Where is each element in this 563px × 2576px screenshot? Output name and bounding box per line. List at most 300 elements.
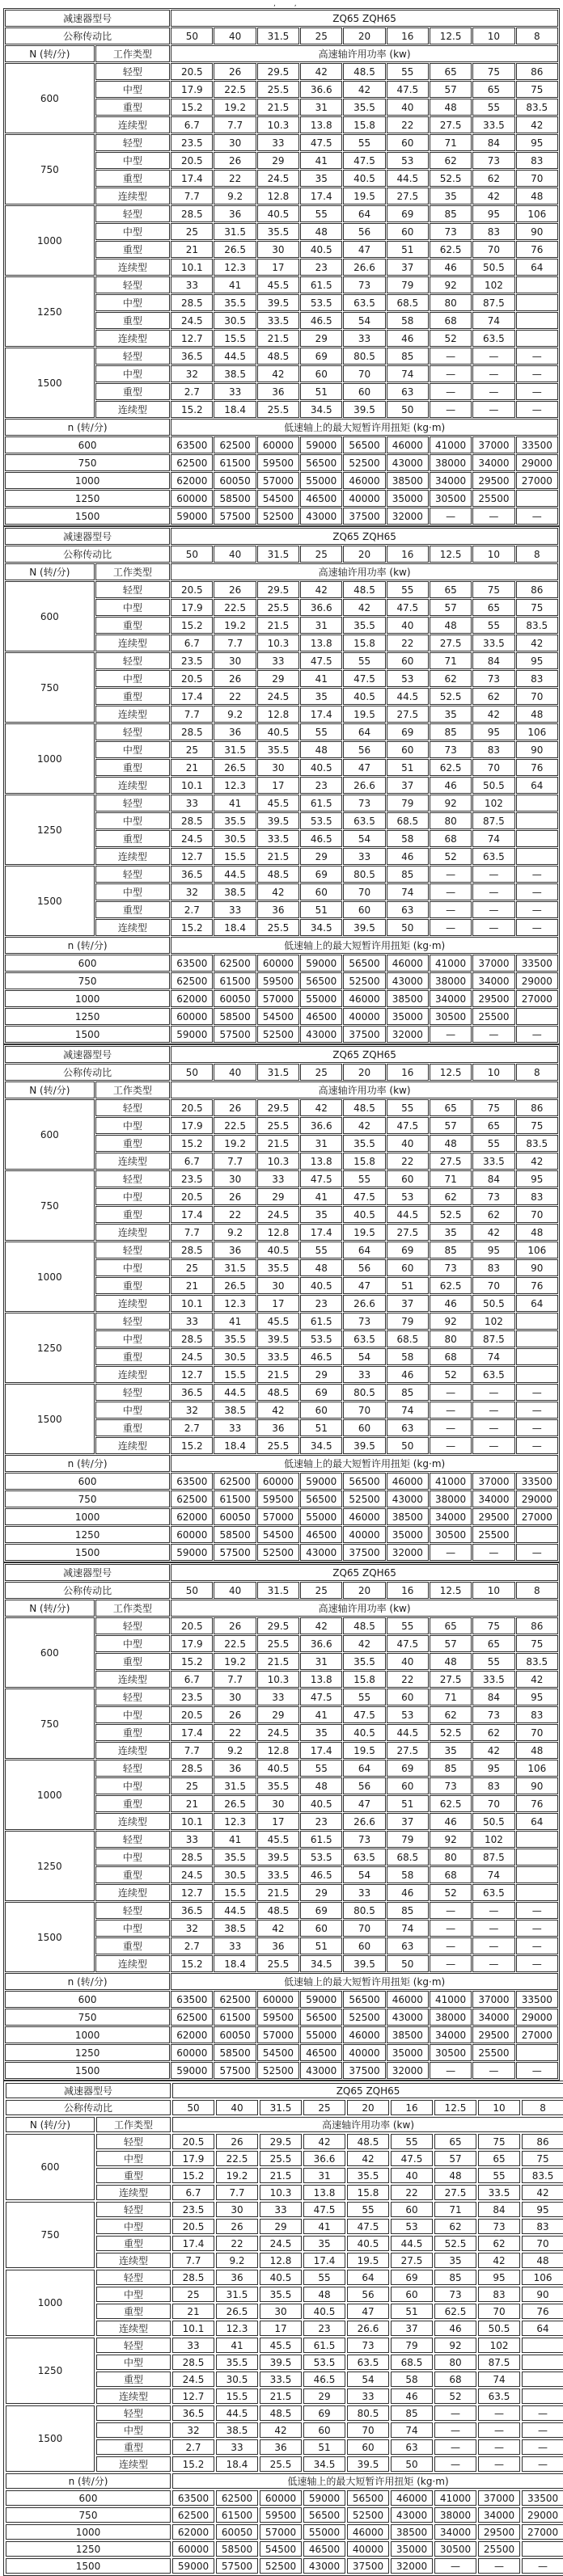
torque-value-cell-1000-5: 38500	[387, 2026, 429, 2043]
power-value-cell-600-2-1: 19.2	[214, 1653, 256, 1670]
torque-value-cell-600-0: 63500	[171, 955, 213, 972]
worktype-header-cell: 工作类型	[95, 1081, 171, 1098]
power-value-cell-600-2-5: 40	[387, 99, 429, 116]
power-value-cell-1000-1-6: 73	[430, 223, 472, 240]
torque-value-cell-1500-8: —	[516, 1544, 558, 1561]
power-value-cell-1250-2-3: 46.5	[300, 1866, 342, 1883]
power-value-cell-1500-2-2: 36	[257, 1937, 299, 1954]
power-value-cell-600-0-7: 75	[472, 63, 514, 80]
power-value-cell-600-2-2: 21.5	[257, 617, 299, 634]
worktype-cell: 连续型	[96, 2253, 171, 2268]
speed-cell-1000: 1000	[5, 723, 95, 794]
power-value-cell-1000-1-1: 31.5	[214, 1777, 256, 1794]
power-value-cell-600-2-6: 48	[430, 1135, 472, 1152]
ratio-value-cell-8: 8	[522, 2100, 563, 2115]
power-value-cell-1250-1-4: 63.5	[343, 1330, 385, 1347]
power-value-cell-600-0-3: 42	[300, 1617, 342, 1634]
worktype-cell: 连续型	[96, 2321, 171, 2336]
power-value-cell-600-0-8: 86	[516, 1099, 558, 1116]
power-value-cell-1500-0-2: 48.5	[257, 348, 299, 365]
power-value-cell-750-3-3: 17.4	[300, 1742, 342, 1759]
power-value-cell-1500-2-3: 51	[300, 1419, 342, 1436]
power-value-cell-1250-0-8	[516, 1831, 558, 1848]
torque-speed-cell-1500: 1500	[5, 508, 170, 525]
power-value-cell-1000-0-0: 28.5	[171, 205, 213, 222]
torque-value-cell-1250-7: 25500	[472, 1526, 514, 1543]
power-value-cell-1000-3-2: 17	[257, 777, 299, 794]
power-value-cell-1250-2-8	[516, 1348, 558, 1365]
power-value-cell-1000-3-5: 37	[391, 2321, 433, 2336]
power-value-cell-1000-3-8: 64	[516, 259, 558, 276]
power-value-cell-750-1-3: 41	[300, 1188, 342, 1205]
ratio-value-cell-0: 50	[171, 546, 213, 563]
torque-value-cell-1250-5: 35000	[387, 2044, 429, 2061]
power-value-cell-600-0-3: 42	[300, 63, 342, 80]
power-value-cell-1000-0-2: 40.5	[257, 205, 299, 222]
power-value-cell-1000-0-5: 69	[387, 205, 429, 222]
worktype-cell: 重型	[95, 688, 171, 705]
power-value-cell-600-3-6: 27.5	[430, 1671, 472, 1688]
power-value-cell-600-2-7: 55	[472, 1135, 514, 1152]
power-value-cell-600-0-4: 48.5	[343, 1617, 385, 1634]
power-value-cell-1250-1-1: 35.5	[214, 1849, 256, 1866]
power-value-cell-750-3-6: 35	[430, 1224, 472, 1241]
power-value-cell-1250-3-7: 63.5	[472, 1366, 514, 1383]
power-value-cell-750-1-4: 47.5	[343, 152, 385, 169]
torque-value-cell-1500-8: —	[516, 508, 558, 525]
power-value-cell-1000-1-8: 90	[516, 1259, 558, 1276]
power-value-cell-600-1-4: 42	[343, 599, 385, 616]
power-value-cell-1500-3-6: —	[430, 401, 472, 418]
power-value-cell-600-0-4: 48.5	[343, 1099, 385, 1116]
worktype-cell: 连续型	[96, 2185, 171, 2200]
power-value-cell-750-3-3: 17.4	[300, 1224, 342, 1241]
power-value-cell-1500-3-7: —	[472, 1437, 514, 1454]
worktype-cell: 连续型	[95, 1224, 171, 1241]
power-value-cell-750-3-6: 35	[434, 2253, 476, 2268]
power-value-cell-600-3-2: 10.3	[260, 2185, 302, 2200]
power-value-cell-1250-2-0: 24.5	[172, 2372, 214, 2387]
power-value-cell-600-2-3: 31	[300, 1653, 342, 1670]
power-value-cell-600-1-4: 42	[347, 2151, 389, 2166]
power-value-cell-1250-3-2: 21.5	[257, 1366, 299, 1383]
power-value-cell-1250-3-6: 52	[430, 848, 472, 865]
power-value-cell-1000-2-0: 21	[172, 2304, 214, 2319]
power-value-cell-1500-3-8: —	[516, 401, 558, 418]
power-value-cell-1500-3-4: 39.5	[343, 919, 385, 936]
torque-value-cell-600-5: 46000	[387, 1991, 429, 2008]
torque-value-cell-1500-5: 32000	[391, 2558, 433, 2574]
power-value-cell-1500-2-3: 51	[300, 383, 342, 400]
power-value-cell-1500-0-5: 85	[387, 1902, 429, 1919]
torque-speed-cell-750: 750	[5, 454, 170, 471]
torque-speed-cell-1250: 1250	[6, 2541, 171, 2557]
power-value-cell-750-2-6: 52.5	[430, 1724, 472, 1741]
power-value-cell-1000-0-3: 55	[300, 1242, 342, 1258]
power-value-cell-750-2-4: 40.5	[343, 170, 385, 187]
power-value-cell-600-2-8: 83.5	[516, 617, 558, 634]
power-value-cell-1000-1-8: 90	[516, 223, 558, 240]
power-value-cell-1250-3-6: 52	[430, 1884, 472, 1901]
torque-value-cell-1500-5: 32000	[387, 1026, 429, 1043]
torque-value-cell-1250-8	[522, 2541, 563, 2557]
torque-value-cell-600-7: 37000	[478, 2490, 520, 2506]
torque-speed-cell-1250: 1250	[5, 1526, 170, 1543]
power-value-cell-1000-0-5: 69	[387, 1242, 429, 1258]
power-value-cell-1250-2-3: 46.5	[303, 2372, 345, 2387]
power-value-cell-1500-2-6: —	[430, 383, 472, 400]
power-value-cell-1500-0-8: —	[516, 1902, 558, 1919]
power-value-cell-1000-1-4: 56	[343, 1777, 385, 1794]
power-value-cell-1500-3-3: 34.5	[300, 1955, 342, 1972]
torque-value-cell-1250-0: 60000	[171, 490, 213, 507]
worktype-cell: 中型	[95, 1849, 171, 1866]
power-value-cell-750-1-3: 41	[303, 2219, 345, 2234]
power-value-cell-1500-1-0: 32	[171, 1920, 213, 1937]
reducer-spec-table-block-5	[3, 2081, 563, 2576]
torque-value-cell-1250-8	[516, 1526, 558, 1543]
power-value-cell-1250-0-2: 45.5	[257, 795, 299, 812]
power-value-cell-1500-1-7: —	[472, 883, 514, 900]
power-value-cell-1000-2-3: 40.5	[300, 1795, 342, 1812]
power-value-cell-1500-1-2: 42	[257, 1920, 299, 1937]
power-value-cell-1000-0-0: 28.5	[171, 1242, 213, 1258]
power-value-cell-1250-0-3: 61.5	[300, 276, 342, 293]
power-value-cell-600-1-6: 57	[430, 599, 472, 616]
power-value-cell-750-2-8: 70	[516, 170, 558, 187]
power-value-cell-1500-1-5: 74	[387, 1402, 429, 1419]
speed-cell-1500: 1500	[5, 1902, 95, 1972]
torque-value-cell-750-5: 43000	[387, 2009, 429, 2026]
power-value-cell-1250-3-1: 15.5	[214, 1366, 256, 1383]
power-value-cell-750-0-6: 71	[430, 1170, 472, 1187]
power-value-cell-1250-2-5: 58	[387, 1348, 429, 1365]
worktype-cell: 轻型	[96, 2270, 171, 2285]
power-value-cell-1000-2-4: 47	[347, 2304, 389, 2319]
worktype-cell: 重型	[95, 1348, 171, 1365]
speed-header-cell: N (转/分)	[5, 1600, 95, 1617]
torque-speed-cell-1500: 1500	[5, 1026, 170, 1043]
speed-cell-1000: 1000	[5, 1242, 95, 1312]
torque-value-cell-1500-1: 57500	[216, 2558, 258, 2574]
power-value-cell-1000-3-1: 12.3	[214, 1295, 256, 1312]
reducer-spec-table-block-1	[3, 8, 560, 526]
worktype-cell: 重型	[95, 1135, 171, 1152]
power-value-cell-1000-3-4: 26.6	[343, 777, 385, 794]
torque-value-cell-1000-7: 29500	[472, 2026, 514, 2043]
worktype-cell: 轻型	[95, 1689, 171, 1705]
power-value-cell-1500-2-7: —	[472, 901, 514, 918]
power-value-cell-750-2-0: 17.4	[172, 2236, 214, 2251]
power-value-cell-1500-0-4: 80.5	[343, 348, 385, 365]
torque-value-cell-1000-8: 27000	[516, 472, 558, 489]
power-value-cell-600-2-5: 40	[391, 2168, 433, 2183]
power-value-cell-1500-2-7: —	[472, 1419, 514, 1436]
power-value-cell-1000-1-0: 25	[171, 1259, 213, 1276]
power-value-cell-1250-2-5: 58	[391, 2372, 433, 2387]
worktype-cell: 连续型	[95, 1955, 171, 1972]
torque-value-cell-600-0: 63500	[172, 2490, 214, 2506]
torque-speed-cell-750: 750	[5, 972, 170, 989]
power-value-cell-750-2-7: 62	[472, 1206, 514, 1223]
power-value-cell-1500-3-4: 39.5	[343, 1437, 385, 1454]
power-value-cell-750-0-4: 55	[343, 652, 385, 669]
power-value-cell-750-1-0: 20.5	[172, 2219, 214, 2234]
torque-value-cell-1000-4: 46000	[343, 472, 385, 489]
power-value-cell-600-1-3: 36.6	[300, 1635, 342, 1652]
power-value-cell-1500-2-0: 2.7	[171, 1937, 213, 1954]
torque-value-cell-1250-1: 58500	[214, 1008, 256, 1025]
power-value-cell-1250-2-2: 33.5	[260, 2372, 302, 2387]
power-value-cell-600-3-0: 6.7	[171, 1153, 213, 1170]
power-value-cell-1000-3-3: 23	[303, 2321, 345, 2336]
power-value-cell-1000-1-6: 73	[430, 1259, 472, 1276]
power-value-cell-1250-1-1: 35.5	[216, 2355, 258, 2370]
power-value-cell-600-1-1: 22.5	[214, 1117, 256, 1134]
power-value-cell-600-0-1: 26	[214, 581, 256, 598]
torque-value-cell-600-2: 60000	[257, 1473, 299, 1490]
power-value-cell-1250-2-1: 30.5	[214, 1866, 256, 1883]
ratio-label-cell: 公称传动比	[5, 546, 170, 563]
speed-cell-1000: 1000	[5, 205, 95, 276]
power-value-cell-1250-2-5: 58	[387, 830, 429, 847]
power-value-cell-750-0-0: 23.5	[171, 652, 213, 669]
power-value-cell-1250-2-7: 74	[472, 1348, 514, 1365]
ratio-value-cell-4: 20	[343, 27, 385, 44]
power-value-cell-600-3-1: 7.7	[216, 2185, 258, 2200]
torque-value-cell-1250-2: 54500	[257, 2044, 299, 2061]
power-value-cell-600-0-5: 55	[387, 581, 429, 598]
worktype-cell: 重型	[95, 383, 171, 400]
power-value-cell-600-3-3: 13.8	[300, 116, 342, 133]
power-value-cell-1250-1-2: 39.5	[260, 2355, 302, 2370]
power-value-cell-1500-2-5: 63	[387, 383, 429, 400]
power-value-cell-600-1-8: 75	[516, 1635, 558, 1652]
torque-value-cell-600-3: 59000	[300, 955, 342, 972]
power-value-cell-1250-0-5: 79	[391, 2338, 433, 2353]
power-value-cell-1250-0-7: 102	[472, 276, 514, 293]
speed-cell-600: 600	[6, 2134, 95, 2200]
worktype-cell: 连续型	[95, 1437, 171, 1454]
speed-cell-750: 750	[5, 1170, 95, 1241]
power-value-cell-1250-1-6: 80	[430, 1849, 472, 1866]
power-value-cell-1250-2-1: 30.5	[214, 1348, 256, 1365]
torque-value-cell-1000-5: 38500	[387, 1508, 429, 1525]
power-value-cell-750-2-2: 24.5	[257, 1724, 299, 1741]
power-value-cell-1000-1-5: 60	[391, 2287, 433, 2302]
worktype-cell: 连续型	[96, 2456, 171, 2472]
worktype-cell: 重型	[95, 1937, 171, 1954]
power-value-cell-1250-0-2: 45.5	[257, 1313, 299, 1330]
power-value-cell-1500-1-3: 60	[300, 1402, 342, 1419]
power-value-cell-1000-2-5: 51	[387, 1795, 429, 1812]
ratio-value-cell-5: 16	[387, 1582, 429, 1599]
torque-value-cell-1000-4: 46000	[347, 2524, 389, 2540]
torque-value-cell-1250-7: 25500	[472, 1008, 514, 1025]
power-value-cell-1500-1-7: —	[478, 2422, 520, 2438]
power-value-cell-1000-0-1: 36	[216, 2270, 258, 2285]
power-value-cell-1000-0-4: 64	[343, 1760, 385, 1777]
power-value-cell-600-2-2: 21.5	[260, 2168, 302, 2183]
torque-speed-cell-600: 600	[5, 955, 170, 972]
power-value-cell-1250-0-6: 92	[430, 795, 472, 812]
worktype-cell: 轻型	[96, 2338, 171, 2353]
power-value-cell-600-3-6: 27.5	[430, 116, 472, 133]
power-value-cell-600-0-2: 29.5	[257, 1617, 299, 1634]
power-value-cell-1500-2-2: 36	[257, 383, 299, 400]
torque-value-cell-1250-4: 40000	[343, 1008, 385, 1025]
torque-value-cell-750-6: 38000	[430, 972, 472, 989]
power-value-cell-1500-1-0: 32	[172, 2422, 214, 2438]
ratio-value-cell-6: 12.5	[430, 1582, 472, 1599]
worktype-cell: 重型	[95, 759, 171, 776]
torque-value-cell-750-6: 38000	[430, 454, 472, 471]
power-value-cell-600-1-5: 47.5	[391, 2151, 433, 2166]
torque-value-cell-1500-7: —	[472, 2062, 514, 2079]
power-value-cell-750-0-1: 30	[214, 1170, 256, 1187]
torque-value-cell-600-0: 63500	[171, 1473, 213, 1490]
power-value-cell-750-1-8: 83	[516, 152, 558, 169]
torque-value-cell-1250-3: 46500	[300, 490, 342, 507]
ratio-value-cell-0: 50	[171, 1582, 213, 1599]
power-value-cell-1000-2-5: 51	[391, 2304, 433, 2319]
power-value-cell-600-2-6: 48	[430, 617, 472, 634]
power-value-cell-750-1-3: 41	[300, 1706, 342, 1723]
power-value-cell-750-2-5: 44.5	[391, 2236, 433, 2251]
ratio-value-cell-3: 25	[300, 1064, 342, 1081]
power-value-cell-1250-1-6: 80	[430, 812, 472, 829]
torque-value-cell-1250-2: 54500	[257, 1008, 299, 1025]
power-value-cell-600-3-7: 33.5	[478, 2185, 520, 2200]
power-value-cell-750-0-8: 95	[516, 134, 558, 151]
power-value-cell-1250-0-4: 73	[343, 276, 385, 293]
power-value-cell-750-1-2: 29	[257, 1706, 299, 1723]
torque-value-cell-1250-3: 46500	[300, 2044, 342, 2061]
torque-value-cell-1000-1: 60050	[214, 2026, 256, 2043]
power-value-cell-600-1-2: 25.5	[257, 599, 299, 616]
torque-value-cell-1000-6: 34000	[430, 472, 472, 489]
power-value-cell-1500-1-5: 74	[387, 365, 429, 382]
speed-header-cell: N (转/分)	[5, 1081, 95, 1098]
power-value-cell-750-3-3: 17.4	[300, 188, 342, 204]
speed-cell-1250: 1250	[5, 276, 95, 347]
power-header-cell: 高速轴许用功率 (kw)	[172, 2117, 563, 2132]
power-value-cell-750-2-1: 22	[214, 1206, 256, 1223]
power-value-cell-1500-1-1: 38.5	[216, 2422, 258, 2438]
power-value-cell-1250-0-6: 92	[434, 2338, 476, 2353]
power-value-cell-1250-3-0: 12.7	[172, 2388, 214, 2404]
power-value-cell-600-1-4: 42	[343, 81, 385, 98]
power-value-cell-750-0-8: 95	[516, 1689, 558, 1705]
power-value-cell-1000-1-4: 56	[347, 2287, 389, 2302]
power-value-cell-600-3-1: 7.7	[214, 1671, 256, 1688]
ratio-label-cell: 公称传动比	[5, 1582, 170, 1599]
torque-value-cell-1500-2: 52500	[260, 2558, 302, 2574]
power-value-cell-750-3-5: 27.5	[391, 2253, 433, 2268]
power-value-cell-600-0-2: 29.5	[257, 63, 299, 80]
ratio-value-cell-4: 20	[343, 1582, 385, 1599]
worktype-cell: 中型	[95, 1706, 171, 1723]
power-value-cell-1000-0-2: 40.5	[257, 1760, 299, 1777]
power-value-cell-1250-1-4: 63.5	[343, 812, 385, 829]
power-value-cell-750-3-7: 42	[472, 1742, 514, 1759]
power-value-cell-750-3-0: 7.7	[171, 1742, 213, 1759]
power-value-cell-750-0-2: 33	[257, 1170, 299, 1187]
power-value-cell-750-0-7: 84	[472, 134, 514, 151]
power-value-cell-1500-3-5: 50	[387, 1437, 429, 1454]
power-value-cell-1500-2-6: —	[430, 901, 472, 918]
torque-value-cell-1500-2: 52500	[257, 508, 299, 525]
torque-speed-cell-1000: 1000	[5, 2026, 170, 2043]
power-value-cell-600-2-6: 48	[434, 2168, 476, 2183]
power-value-cell-1500-2-8: —	[516, 901, 558, 918]
ratio-value-cell-5: 16	[387, 546, 429, 563]
power-value-cell-1250-3-1: 15.5	[214, 1884, 256, 1901]
power-value-cell-1250-3-3: 29	[303, 2388, 345, 2404]
power-value-cell-1500-1-8: —	[516, 883, 558, 900]
worktype-cell: 连续型	[95, 259, 171, 276]
power-value-cell-1000-2-8: 76	[516, 1795, 558, 1812]
power-value-cell-750-2-8: 70	[516, 1724, 558, 1741]
power-value-cell-1500-0-6: —	[430, 348, 472, 365]
speed-cell-1500: 1500	[5, 866, 95, 936]
worktype-cell: 连续型	[95, 635, 171, 651]
worktype-cell: 连续型	[95, 330, 171, 347]
power-value-cell-1250-3-3: 29	[300, 1366, 342, 1383]
power-value-cell-600-0-3: 42	[303, 2134, 345, 2149]
torque-value-cell-750-1: 61500	[216, 2507, 258, 2523]
power-value-cell-750-3-5: 27.5	[387, 1742, 429, 1759]
torque-speed-cell-1250: 1250	[5, 490, 170, 507]
power-value-cell-1500-3-4: 39.5	[343, 1955, 385, 1972]
torque-value-cell-1250-1: 58500	[214, 2044, 256, 2061]
power-value-cell-1500-3-2: 25.5	[257, 401, 299, 418]
power-value-cell-1000-2-3: 40.5	[300, 241, 342, 258]
power-value-cell-1250-0-6: 92	[430, 1831, 472, 1848]
worktype-cell: 轻型	[95, 1831, 171, 1848]
worktype-cell: 轻型	[95, 1313, 171, 1330]
power-value-cell-600-2-6: 48	[430, 99, 472, 116]
worktype-cell: 中型	[95, 1777, 171, 1794]
power-value-cell-1000-1-4: 56	[343, 223, 385, 240]
worktype-cell: 重型	[95, 1795, 171, 1812]
power-value-cell-600-2-7: 55	[472, 1653, 514, 1670]
torque-value-cell-1500-0: 59000	[171, 2062, 213, 2079]
ratio-value-cell-4: 20	[347, 2100, 389, 2115]
worktype-cell: 中型	[95, 1117, 171, 1134]
power-value-cell-600-1-8: 75	[522, 2151, 563, 2166]
power-value-cell-1250-0-4: 73	[343, 1313, 385, 1330]
power-value-cell-1250-2-6: 68	[430, 1348, 472, 1365]
power-value-cell-1500-1-0: 32	[171, 1402, 213, 1419]
power-value-cell-1250-1-3: 53.5	[300, 1330, 342, 1347]
power-value-cell-1500-3-2: 25.5	[257, 919, 299, 936]
power-value-cell-750-2-2: 24.5	[257, 170, 299, 187]
power-value-cell-600-0-6: 65	[430, 581, 472, 598]
worktype-cell: 连续型	[96, 2388, 171, 2404]
power-value-cell-600-0-2: 29.5	[260, 2134, 302, 2149]
power-value-cell-1250-2-7: 74	[472, 830, 514, 847]
power-value-cell-1500-3-0: 15.2	[171, 919, 213, 936]
power-value-cell-750-3-2: 12.8	[257, 1224, 299, 1241]
power-value-cell-600-3-8: 42	[522, 2185, 563, 2200]
model-label-cell: 减速器型号	[5, 528, 170, 545]
power-value-cell-1000-2-6: 62.5	[430, 241, 472, 258]
power-value-cell-1500-2-6: —	[430, 1419, 472, 1436]
torque-value-cell-1000-0: 62000	[171, 472, 213, 489]
power-value-cell-600-0-7: 75	[472, 1099, 514, 1116]
torque-value-cell-600-3: 59000	[303, 2490, 345, 2506]
